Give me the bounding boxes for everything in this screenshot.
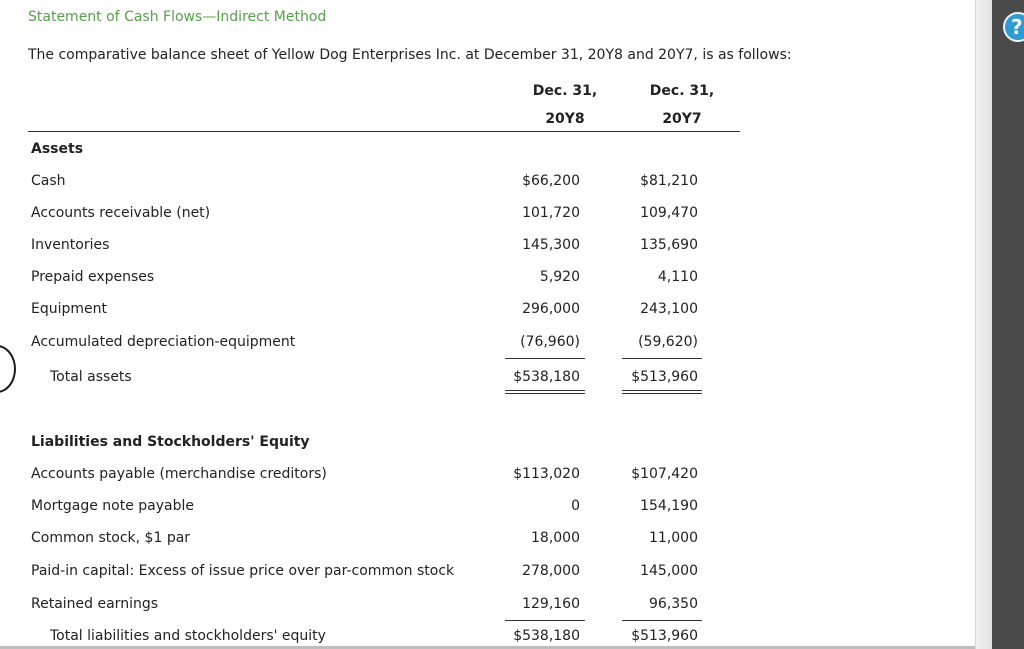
row-label: Paid-in capital: Excess of issue price over par-common stock <box>31 563 455 579</box>
column-header-line1: Dec. 31, <box>532 83 598 99</box>
column-header-20y8 <box>505 78 625 132</box>
assets-title-row <box>0 141 760 163</box>
row-label: Cash <box>31 173 66 189</box>
table-row <box>0 237 760 259</box>
value-20y7: 11,000 <box>649 530 698 546</box>
row-label: Prepaid expenses <box>31 269 155 285</box>
total-label: Total assets <box>50 369 132 385</box>
column-header-line2: 20Y7 <box>662 111 702 127</box>
row-label: Inventories <box>31 237 110 253</box>
scrollbar-track[interactable] <box>992 0 1024 649</box>
value-20y8: 129,160 <box>522 596 580 612</box>
table-row <box>0 596 760 618</box>
table-row <box>0 173 760 195</box>
row-label: Accounts receivable (net) <box>31 205 211 221</box>
table-row <box>0 466 760 488</box>
double-underline <box>622 390 702 394</box>
value-20y8: 278,000 <box>522 563 580 579</box>
value-20y8: 145,300 <box>522 237 580 253</box>
value-20y8: 101,720 <box>522 205 580 221</box>
value-20y8: $66,200 <box>522 173 580 189</box>
row-label: Accounts payable (merchandise creditors) <box>31 466 327 482</box>
subtotal-rule <box>505 358 585 359</box>
table-row <box>0 530 760 552</box>
table-row <box>0 269 760 291</box>
total-20y7: $513,960 <box>631 369 698 385</box>
table-row <box>0 563 760 585</box>
value-20y8: 296,000 <box>522 301 580 317</box>
value-20y7: $107,420 <box>631 466 698 482</box>
column-header-line1: Dec. 31, <box>649 83 715 99</box>
value-20y7: 135,690 <box>640 237 698 253</box>
total-20y8: $538,180 <box>513 628 580 644</box>
column-header-20y7 <box>622 78 742 132</box>
right-panel-edge <box>975 0 993 649</box>
liabilities-title-row <box>0 434 760 456</box>
section-heading: Statement of Cash Flows—Indirect Method <box>28 9 327 25</box>
row-label: Retained earnings <box>31 596 159 612</box>
row-label: Mortgage note payable <box>31 498 195 514</box>
help-icon[interactable]: ? <box>1003 12 1024 42</box>
value-20y8: (76,960) <box>520 334 580 350</box>
assets-title: Assets <box>31 141 84 157</box>
value-20y7: 109,470 <box>640 205 698 221</box>
double-underline <box>505 390 585 394</box>
subtotal-rule <box>622 620 702 621</box>
subtotal-rule <box>622 358 702 359</box>
total-row <box>0 369 760 391</box>
table-row <box>0 301 760 323</box>
value-20y7: 154,190 <box>640 498 698 514</box>
total-label: Total liabilities and stockholders' equity <box>50 628 326 644</box>
row-label: Common stock, $1 par <box>31 530 191 546</box>
problem-intro: The comparative balance sheet of Yellow Dog Enterprises Inc. at December 31, 20Y8 and 20Y7, is as follows: <box>28 47 792 63</box>
value-20y7: 243,100 <box>640 301 698 317</box>
value-20y7: $81,210 <box>640 173 698 189</box>
value-20y8: 0 <box>571 498 580 514</box>
column-header-line2: 20Y8 <box>545 111 585 127</box>
value-20y7: 96,350 <box>649 596 698 612</box>
value-20y8: 5,920 <box>539 269 580 285</box>
subtotal-rule <box>505 620 585 621</box>
row-label: Accumulated depreciation-equipment <box>31 334 296 350</box>
header-rule <box>28 131 740 132</box>
row-label: Equipment <box>31 301 107 317</box>
value-20y7: (59,620) <box>638 334 698 350</box>
table-row <box>0 205 760 227</box>
total-20y7: $513,960 <box>631 628 698 644</box>
value-20y7: 4,110 <box>657 269 698 285</box>
value-20y8: 18,000 <box>531 530 580 546</box>
value-20y7: 145,000 <box>640 563 698 579</box>
value-20y8: $113,020 <box>513 466 580 482</box>
table-row <box>0 498 760 520</box>
liabilities-title: Liabilities and Stockholders' Equity <box>31 434 310 450</box>
total-20y8: $538,180 <box>513 369 580 385</box>
table-row <box>0 334 760 356</box>
